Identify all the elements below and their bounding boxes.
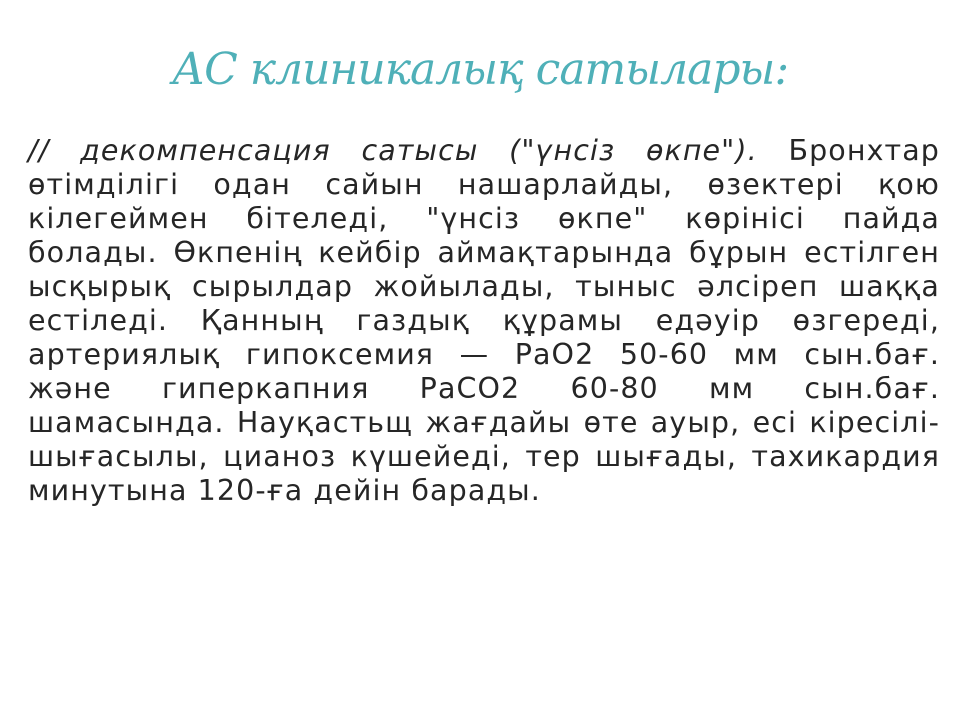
paragraph-lead: // декомпенсация сатысы ("үнсіз өкпе"). — [28, 134, 758, 167]
slide-body-paragraph — [28, 134, 940, 508]
paragraph-text: Бронхтар өтімділігі одан сайын нашарлайды, өзектері қою кілегеймен бітеледі, "үнсіз өкпе" көрінісі пайда болады. Өкпенің кейбір аймақтарында бұрын естілген ысқырық сырылдар жойылады, тыныс әлсіреп шаққа естіледі. Қанның газдық құрамы едәуір өзгереді, артериялық гипоксемия — РаО2 50-60 мм сын.бағ. және гиперкапния РаСО2 60-80 мм сын.бағ. шамасында. Науқастьщ жағдайы өте ауыр, есі кіресілі-шығасылы, цианоз күшейеді, тер шығады, тахикардия минутына 120-ға дейін барады. — [28, 134, 940, 507]
slide-title: АС клиникалық сатылары: — [171, 44, 789, 95]
